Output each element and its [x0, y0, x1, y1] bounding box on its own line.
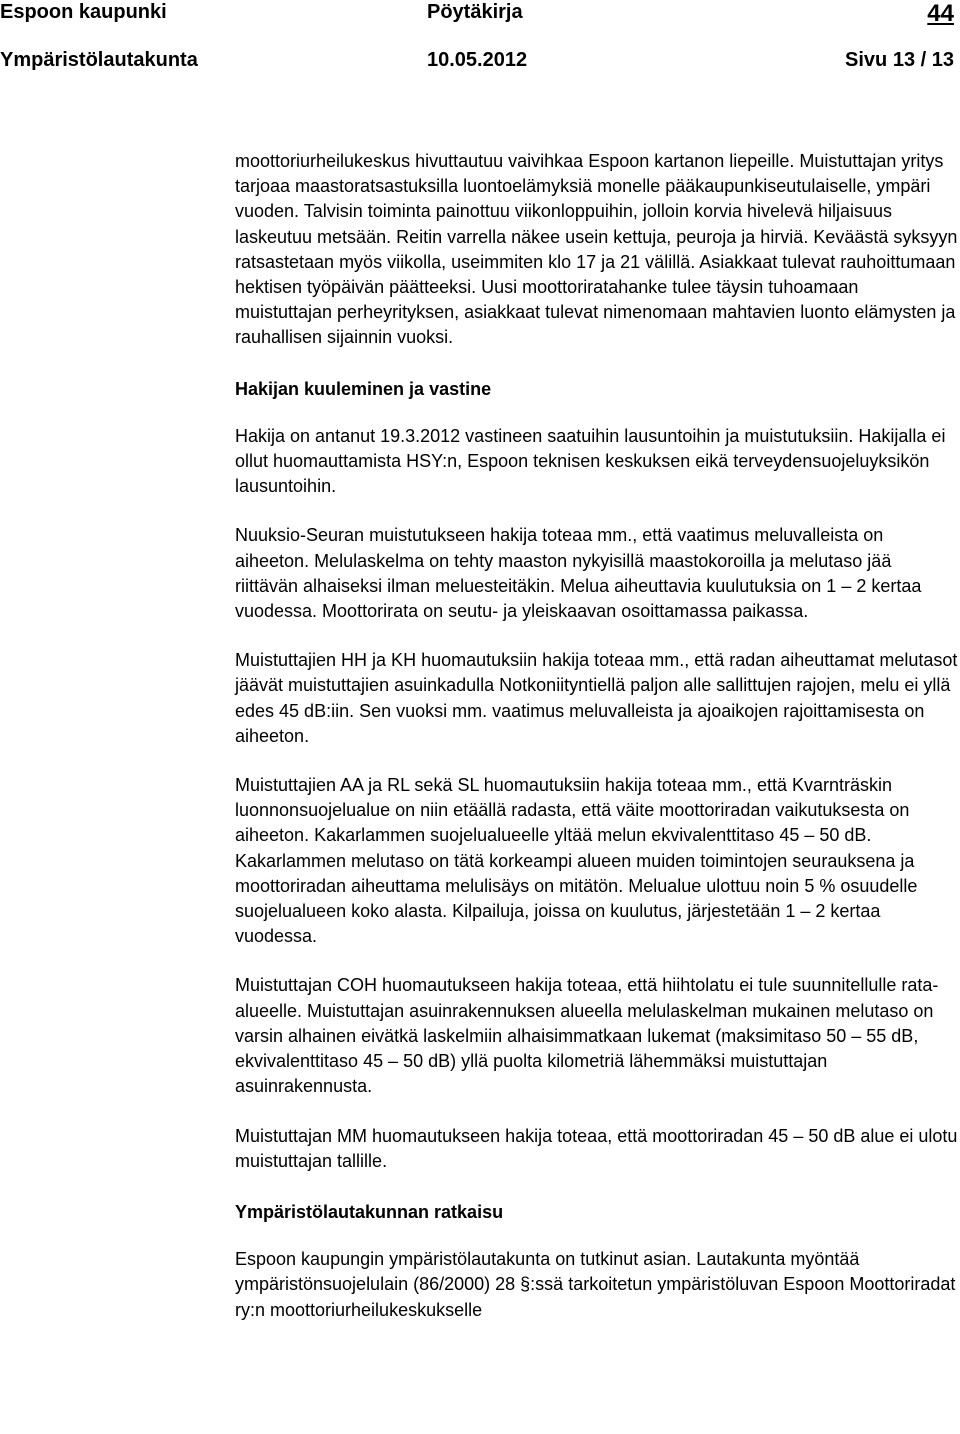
section-number: 44 — [927, 0, 954, 27]
page-number: Sivu 13 / 13 — [845, 49, 954, 71]
page-header — [0, 0, 960, 80]
paragraph-mm: Muistuttajan MM huomautukseen hakija toteaa, että moottoriradan 45 – 50 dB alue ei ulotu muistuttajan tallille. — [235, 1125, 958, 1171]
section-heading-applicant-hearing: Hakijan kuuleminen ja vastine — [235, 378, 492, 399]
paragraph-aa-rl-sl: Muistuttajien AA ja RL sekä SL huomautuksiin hakija toteaa mm., että Kvarnträskin luonnonsuojelualue on niin etäällä radasta, että väite moottoriradan vaikutuksesta on aiheeton. Kakarlammen suojelualueelle yltää melun ekvivalenttitaso 45 – 50 dB. Kakarlammen melutaso on tätä korkeampi alueen muiden toimintojen seurauksena ja moottoriradan aiheuttama melulisäys on mitätön. Melualue ulottuu noin 5 % osuudelle suojelualueen koko alasta. Kilpailuja, joissa on kuulutus, järjestetään 1 – 2 kertaa vuodessa. — [235, 775, 918, 947]
meeting-date: 10.05.2012 — [427, 49, 528, 71]
paragraph-objection-continued: moottoriurheilukeskus hivuttautuu vaivihkaa Espoon kartanon liepeille. Muistuttajan yritys tarjoaa maastoratsastuksilla luontoelämyksiä monelle pääkaupunkiseutulaiselle, ympäri vuoden. Talvisin toiminta painottuu viikonloppuihin, jolloin korvia hivelevä hiljaisuus laskeutuu metsään. Reitin varrella näkee usein kettuja, peuroja ja hirviä. Keväästä syksyyn ratsastetaan myös viikolla, useimmiten klo 17 ja 21 välillä. Asiakkaat tulevat rauhoittumaan hektisen työpäivän päätteeksi. Uusi moottoriratahanke tulee täysin tuhoamaan muistuttajan perheyrityksen, asiakkaat tulevat nimenomaan mahtavien luonto elämysten ja rauhallisen sijainnin vuoksi. — [235, 151, 958, 348]
paragraph-applicant-response: Hakija on antanut 19.3.2012 vastineen saatuihin lausuntoihin ja muistutuksiin. Hakijalla ei ollut huomauttamista HSY:n, Espoon teknisen keskuksen eikä terveydensuojeluyksikön lausuntoihin. — [235, 425, 946, 497]
document-body — [235, 149, 959, 1323]
document-type: Pöytäkirja — [427, 1, 523, 23]
organization-name: Espoon kaupunki — [0, 1, 167, 23]
paragraph-decision: Espoon kaupungin ympäristölautakunta on tutkinut asian. Lautakunta myöntää ympäristönsuojelulain (86/2000) 28 §:ssä tarkoitetun ympäristöluvan Espoon Moottoriradat ry:n moottoriurheilukeskukselle — [235, 1249, 956, 1320]
paragraph-hh-kh: Muistuttajien HH ja KH huomautuksiin hakija toteaa mm., että radan aiheuttamat melutasot jäävät muistuttajien asuinkadulla Notkoniityntiellä paljon alle sallittujen rajojen, melu ei yllä edes 45 dB:iin. Sen vuoksi mm. vaatimus meluvalleista ja ajoaikojen rajoittamisesta on aiheeton. — [235, 650, 958, 746]
section-heading-decision: Ympäristölautakunnan ratkaisu — [235, 1201, 504, 1222]
board-name: Ympäristölautakunta — [0, 49, 198, 71]
paragraph-coh: Muistuttajan COH huomautukseen hakija toteaa, että hiihtolatu ei tule suunnitellulle rata-alueelle. Muistuttajan asuinrakennuksen alueella melulaskelman mukainen melutaso on varsin alhainen eivätkä laskelmiin alhaisimmatkaan lukemat (maksimitaso 50 – 55 dB, ekvivalenttitaso 45 – 50 dB) yllä puolta kilometriä lähemmäksi muistuttajan asuinrakennusta. — [235, 975, 939, 1097]
paragraph-nuuksio-seura: Nuuksio-Seuran muistutukseen hakija toteaa mm., että vaatimus meluvalleista on aiheeton. Melulaskelma on tehty maaston nykyisillä maastokoroilla ja melutaso jää riittävän alhaiseksi ilman meluesteitäkin. Melua aiheuttavia kuulutuksia on 1 – 2 kertaa vuodessa. Moottorirata on seutu- ja yleiskaavan osoittamassa paikassa. — [235, 525, 922, 622]
